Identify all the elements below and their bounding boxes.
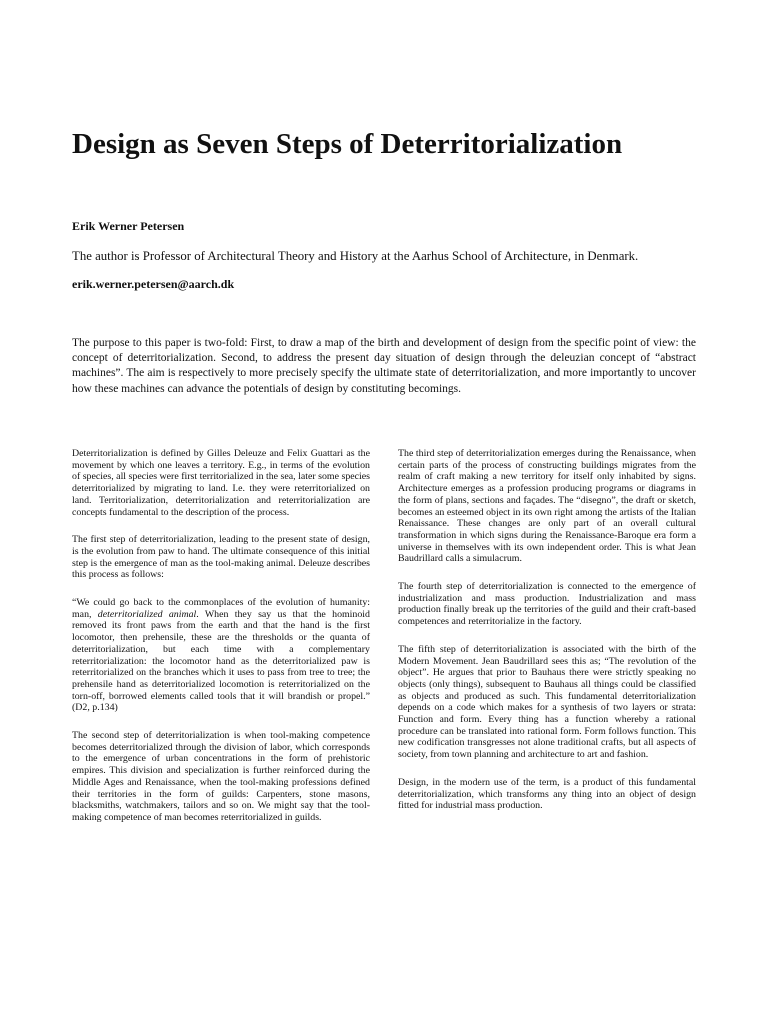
quote-part-2: . When they say us that the hominoid removed its front paws from the earth and that the hand is the first locomotor, then prehensile, these are the thresholds or the quanta of deterritorialization, but each time with a complementary reterritorialization: the locomotor hand as the deterritorialized paw is reterritorialized on the branches which it uses to pass from tree to tree; the prehensile hand as deterritorialized locomotion is reterritorialized on the torn-off, borrowed elements called tools that it will brandish or propel.” (D2, p.134) (72, 608, 370, 714)
abstract: The purpose to this paper is two-fold: First, to draw a map of the birth and development of design from the specific point of view: the concept of deterritorialization. Second, to address the present day situation of design through the deleuzian concept of “abstract machines”. The aim is respectively to more precisely specify the ultimate state of deterritorialization, and more importantly to uncover how these machines can advance the potentials of design by constituting becomings. (72, 337, 696, 395)
right-column (398, 448, 696, 828)
paragraph-first-step: The first step of deterritorialization, leading to the present state of design, is the evolution from paw to hand. The ultimate consequence of this initial step is the emergence of man as the tool-making animal. Deleuze describes this process as follows: (72, 534, 370, 581)
author-email[interactable]: erik.werner.petersen@aarch.dk (72, 277, 235, 291)
deleuze-quote (72, 597, 370, 714)
author-affiliation: The author is Professor of Architectural Theory and History at the Aarhus School of Architecture, in Denmark. (72, 249, 639, 263)
author-name: Erik Werner Petersen (72, 219, 185, 233)
paragraph-fifth-step: The fifth step of deterritorialization is associated with the birth of the Modern Movement. Jean Baudrillard sees this as; “The revolution of the object”. He argues that prior to Bauhaus there were strictly speaking no objects (only things), subsequent to Bauhaus all things could be classified as objects and produced as such. This fundamental deterritorialization depends on a code which makes for a synthesis of two layers or strata: Function and form. Every thing has a function whereby a rational procedure can be translated into rational form. Form follows function. This new codification transgresses not alone traditional crafts, but all aspects of society, from town planning and architecture to art and fashion. (398, 643, 696, 761)
paragraph-design-modern: Design, in the modern use of the term, is a product of this fundamental deterritorialization, which transforms any thing into an object of design fitted for industrial mass production. (398, 776, 696, 812)
quote-italic-phrase: deterritorialized animal (97, 608, 197, 620)
paragraph-second-step: The second step of deterritorialization is when tool-making competence becomes deterritorialized through the division of labor, which corresponds to the emergence of urban concentrations in the form of prehistoric empires. This division and specialization is further reinforced during the Middle Ages and Renaissance, when the tool-making professions defined their territories in the form of guilds: Carpenters, stone masons, blacksmiths, watchmakers, tailors and so on. We might say that the tool-making competence of man becomes reterritorialized in guilds. (72, 730, 370, 823)
paper-title: Design as Seven Steps of Deterritorialization (72, 128, 623, 160)
paragraph-fourth-step: The fourth step of deterritorialization is connected to the emergence of industrialization and mass production. Industrialization and mass production finally break up the territories of the guild and their craft-based competences and reterritorialize in the factory. (398, 581, 696, 628)
left-column (72, 448, 370, 840)
paragraph-third-step: The third step of deterritorialization emerges during the Renaissance, when certain parts of the process of constructing buildings migrates from the realm of craft making a new territory for itself only inhabited by signs. Architecture emerges as a profession producing programs or diagrams in the form of plans, sections and façades. The “disegno”, the draft or sketch, becomes an esteemed object in its own right among the artists of the Italian Renaissance. These changes are only part of an overall cultural transformation in which signs during the Renaissance-Baroque era form a universe in themselves with its own independent order. This is what Jean Baudrillard calls a simulacrum. (398, 448, 696, 565)
quote-part-1: “We could go back to the commonplaces of the evolution of humanity: man, (72, 597, 370, 620)
paragraph-deterritorialization-definition: Deterritorialization is defined by Gilles Deleuze and Felix Guattari as the movement by which one leaves a territory. E.g., in terms of the evolution of species, all species were first territorialized in the sea, later some species deterritorialized by migrating to land. I.e. they were reterritorialized on land. Territorialization, deterritorialization and reterritorialization are concepts fundamental to the description of the process. (72, 448, 370, 518)
